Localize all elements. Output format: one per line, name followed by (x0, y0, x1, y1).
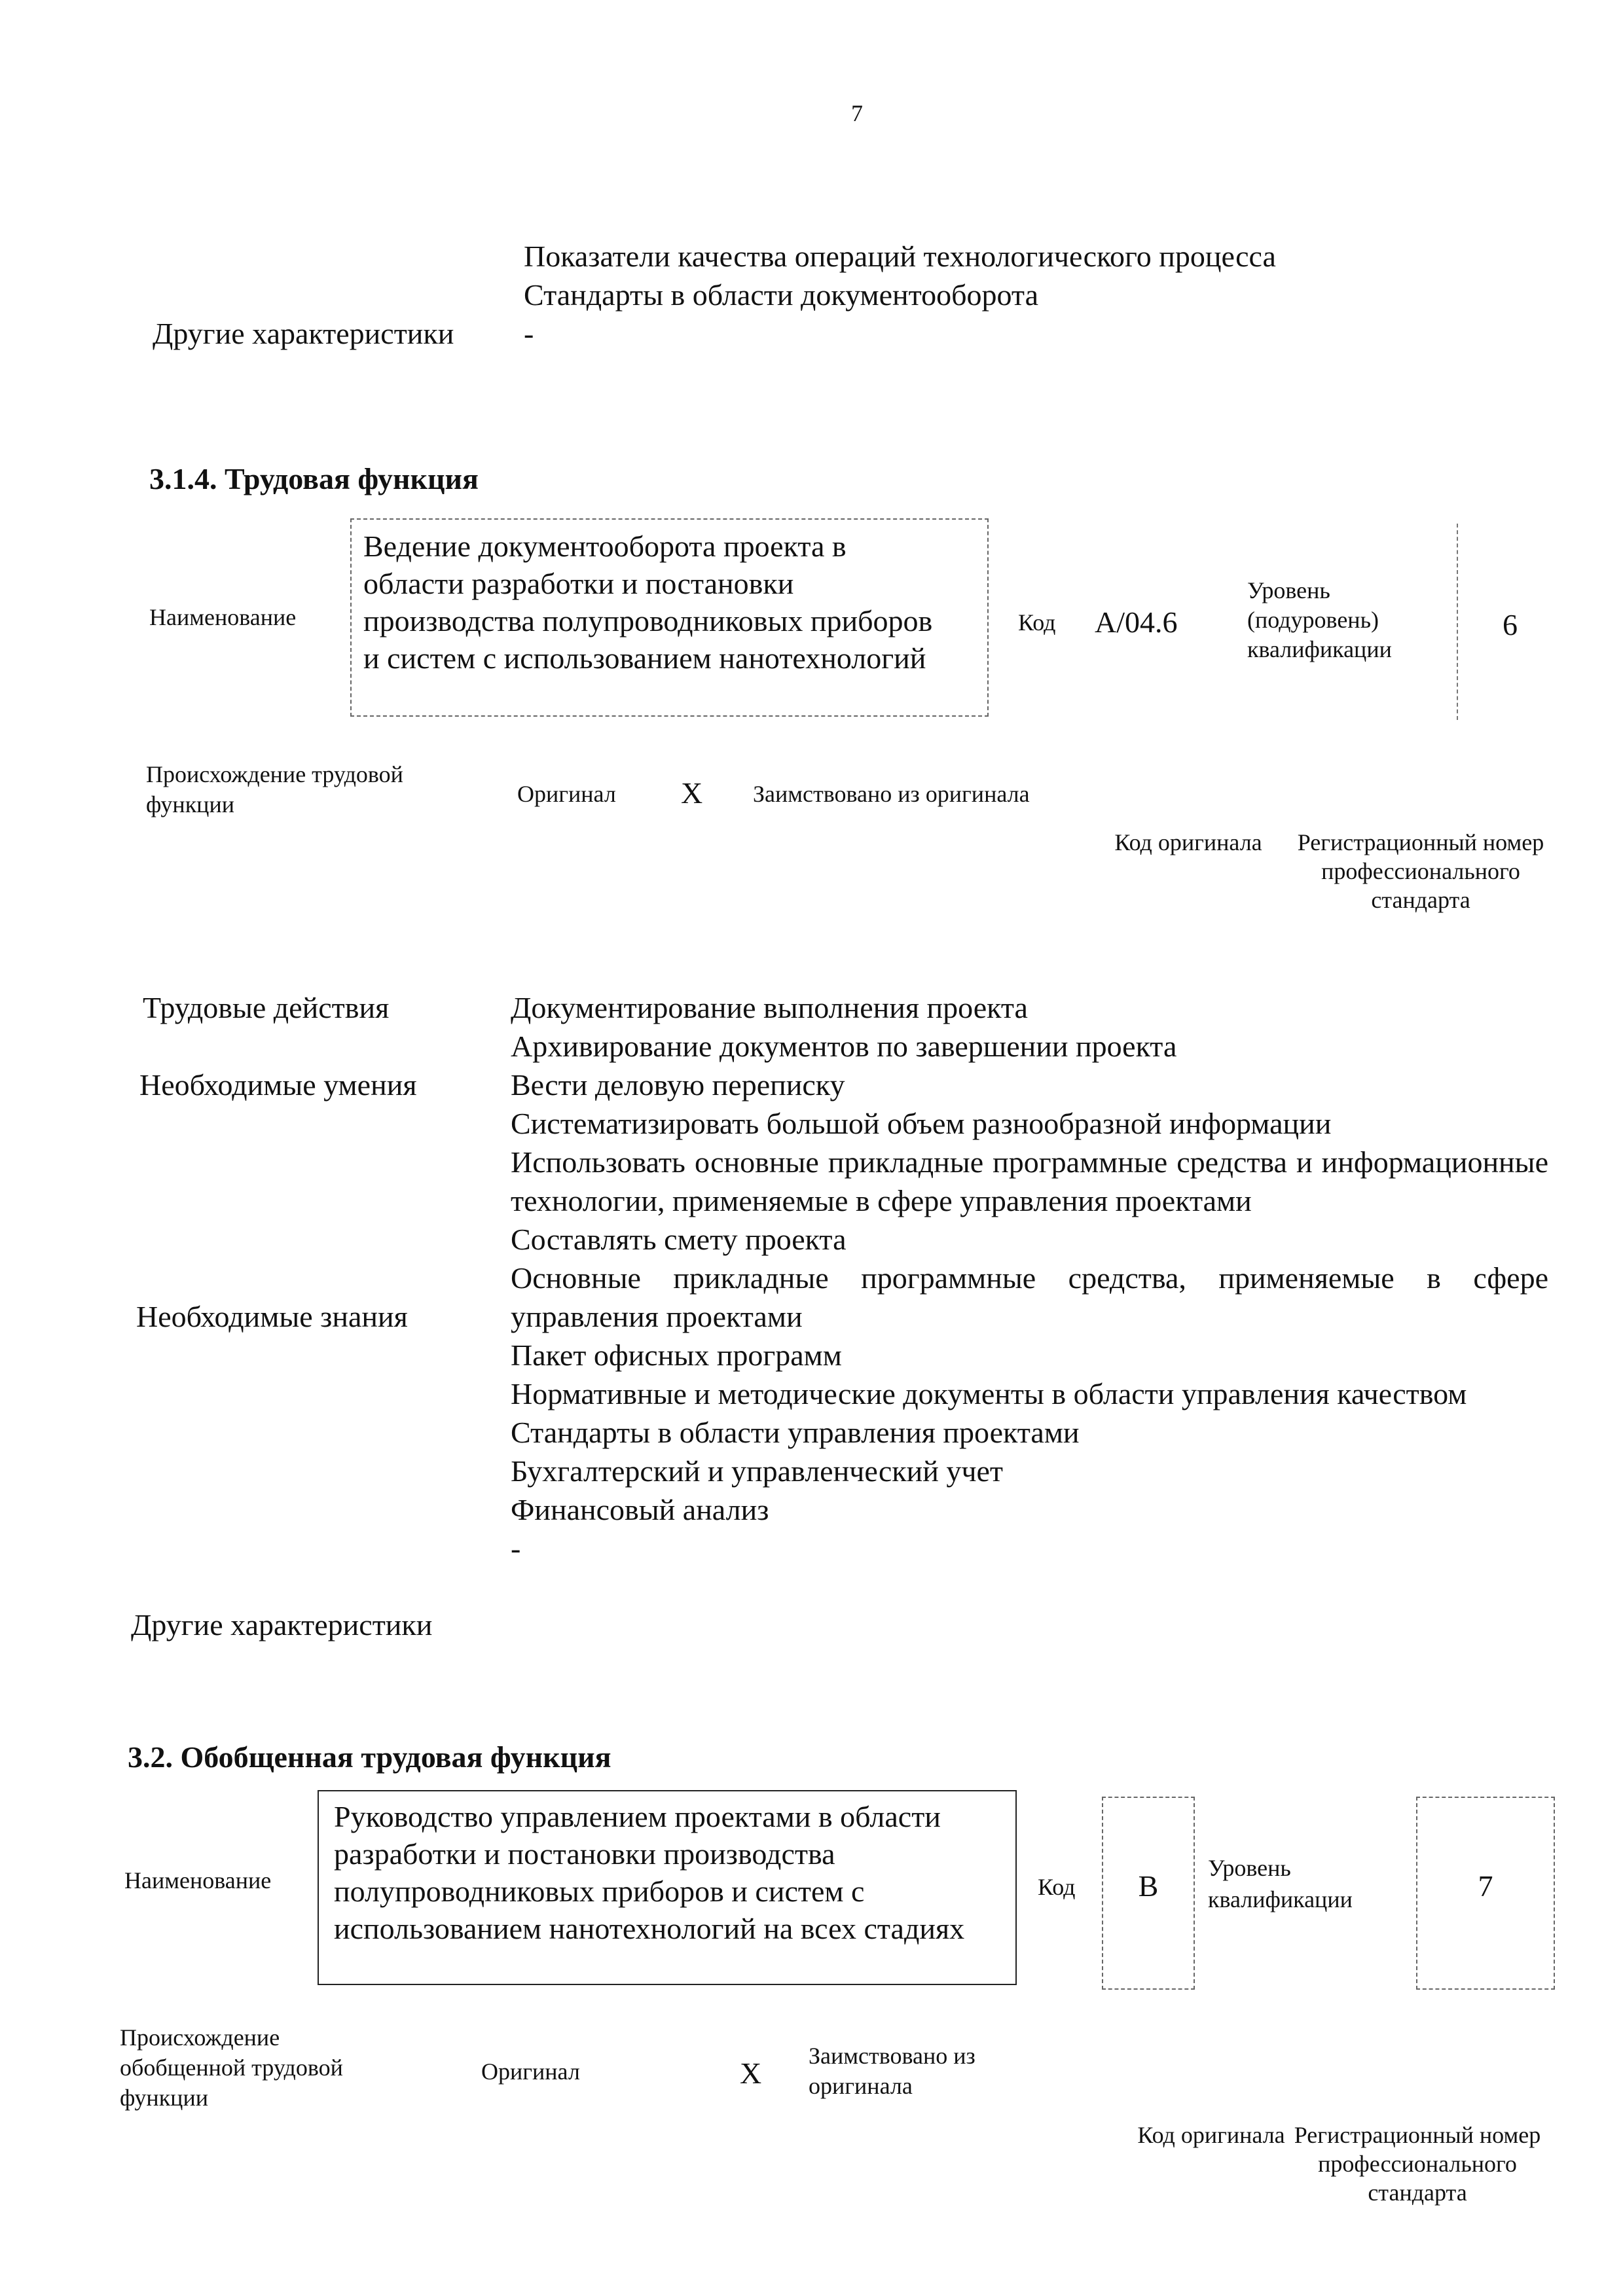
section-heading-3-2: 3.2. Обобщенная трудовая функция (128, 1740, 611, 1774)
top-other-value: - (524, 317, 534, 350)
tf-code-original-label: Код оригинала (1114, 829, 1262, 855)
tf-actions-label: Трудовые действия (143, 991, 390, 1024)
tf-knowledge-item: Нормативные и методические документы в области управления качеством (511, 1377, 1467, 1410)
tf-knowledge-item: Бухгалтерский и управленческий учет (511, 1454, 1004, 1488)
tf-code-value: A/04.6 (1095, 605, 1178, 639)
gtf-level-label: Уровень квалификации (1208, 1855, 1353, 1912)
gtf-origin-mark: X (740, 2056, 762, 2090)
tf-origin-mark: X (681, 776, 703, 810)
gtf-name-label: Наименование (124, 1867, 272, 1893)
tf-details-values (511, 988, 1548, 1568)
tf-knowledge-label: Необходимые знания (136, 1300, 408, 1333)
tf-skill-item: Вести деловую переписку (511, 1068, 845, 1102)
tf-skill-item: Систематизировать большой объем разнообразной информации (511, 1107, 1332, 1140)
gtf-origin-borrowed: Заимствовано из оригинала (809, 2043, 976, 2099)
gtf-code-original-label: Код оригинала (1137, 2122, 1285, 2148)
tf-level-divider (1457, 524, 1458, 720)
tf-other-value: - (511, 1532, 521, 1565)
tf-level-value: 6 (1503, 608, 1518, 641)
tf-origin-original: Оригинал (517, 781, 616, 807)
gtf-reg-number-label: Регистрационный номер профессионального стандарта (1294, 2122, 1541, 2206)
tf-knowledge-item: Пакет офисных программ (511, 1338, 842, 1372)
top-items (524, 237, 1276, 314)
gtf-name-value: Руководство управлением проектами в области разработки и постановки производства полупроводниковых приборов и систем с использованием нанотехнологий на всех стадиях (334, 1800, 965, 1945)
page-number: 7 (851, 100, 863, 126)
tf-skill-item: Использовать основные прикладные программные средства и информационные технологии, применяемые в сфере управления проектами (511, 1145, 1548, 1217)
tf-reg-number-label: Регистрационный номер профессионального стандарта (1297, 829, 1544, 913)
top-item: Показатели качества операций технологического процесса (524, 240, 1276, 273)
tf-name-value: Ведение документооборота проекта в области разработки и постановки производства полупроводниковых приборов и систем с использованием нанотехнологий (363, 529, 933, 675)
tf-knowledge-item: Стандарты в области управления проектами (511, 1416, 1080, 1449)
tf-knowledge-item: Финансовый анализ (511, 1493, 769, 1526)
section-heading-3-1-4: 3.1.4. Трудовая функция (149, 462, 479, 495)
tf-knowledge-item: Основные прикладные программные средства, применяемые в сфере управления проектами (511, 1261, 1548, 1333)
tf-skills-label: Необходимые умения (139, 1068, 417, 1102)
tf-skill-item: Составлять смету проекта (511, 1223, 847, 1256)
gtf-origin-label: Происхождение обобщенной трудовой функции (120, 2024, 343, 2111)
tf-other-label: Другие характеристики (131, 1608, 433, 1641)
tf-origin-borrowed: Заимствовано из оригинала (753, 781, 1030, 807)
tf-origin-label: Происхождение трудовой функции (146, 761, 403, 817)
tf-action-item: Архивирование документов по завершении проекта (511, 1030, 1177, 1063)
gtf-origin-original: Оригинал (481, 2058, 580, 2085)
top-item: Стандарты в области документооборота (524, 278, 1038, 312)
gtf-level-value: 7 (1478, 1869, 1493, 1903)
tf-name-label: Наименование (149, 604, 297, 630)
tf-code-label: Код (1018, 609, 1056, 636)
tf-level-label: Уровень (подуровень) квалификации (1247, 577, 1392, 662)
gtf-code-value: B (1138, 1869, 1159, 1903)
gtf-code-label: Код (1038, 1874, 1076, 1900)
tf-action-item: Документирование выполнения проекта (511, 991, 1028, 1024)
top-other-label: Другие характеристики (153, 317, 454, 350)
